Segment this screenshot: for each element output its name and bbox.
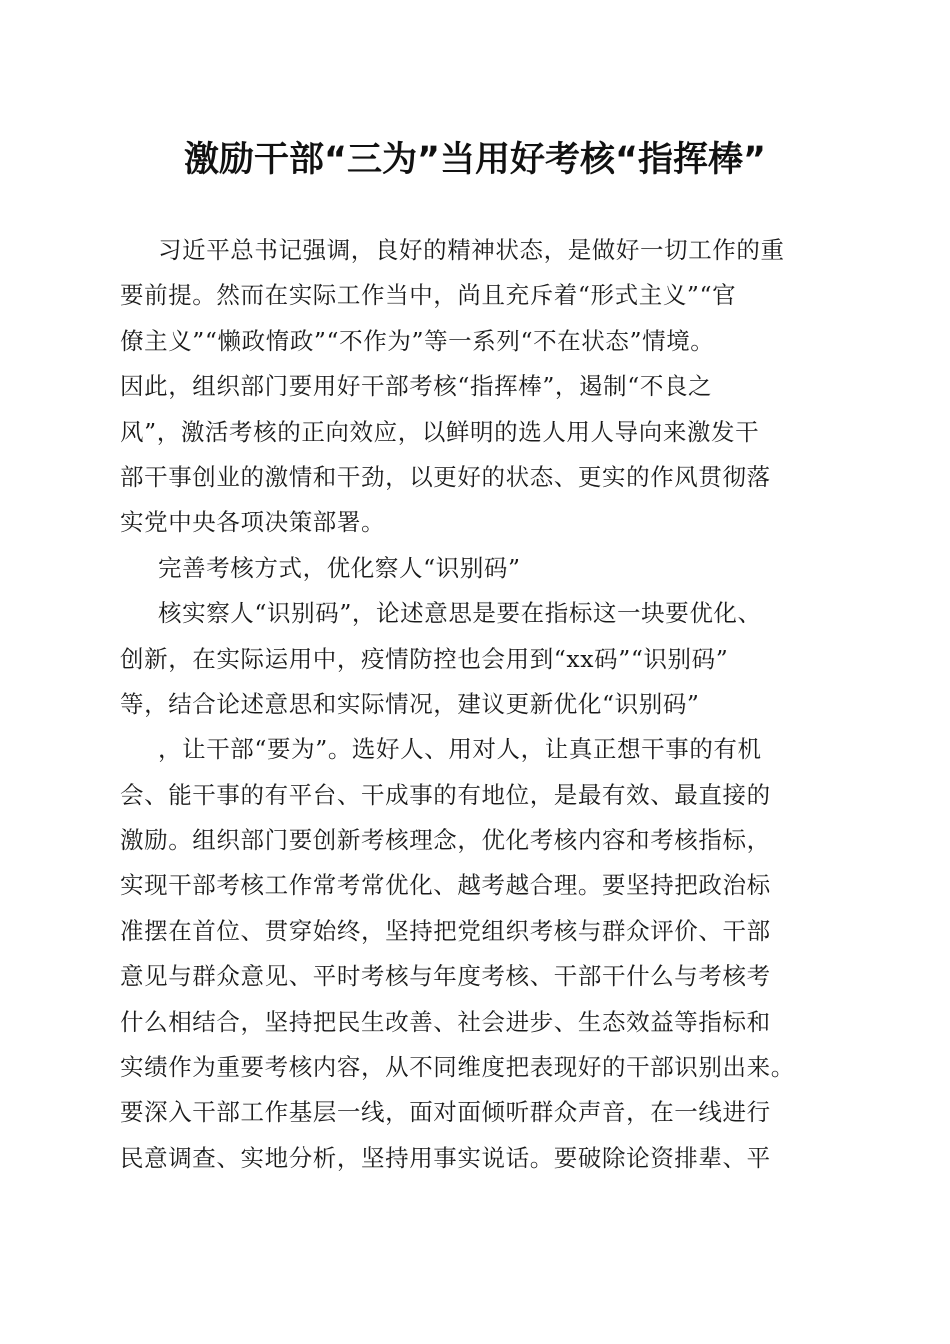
body-text-line: 要前提。然而在实际工作当中，尚且充斥着“形式主义”“官 bbox=[120, 281, 737, 310]
body-text-line: 僚主义”“懒政惰政”“不作为”等一系列“不在状态”情境。 bbox=[120, 326, 715, 355]
document-body bbox=[120, 228, 840, 1181]
body-text-line: 准摆在首位、贯穿始终，坚持把党组织考核与群众评价、干部 bbox=[120, 916, 771, 945]
body-text-line: 等，结合论述意思和实际情况，建议更新优化“识别码” bbox=[120, 689, 700, 718]
body-text-line: ，让干部“要为”。选好人、用对人，让真正想干事的有机 bbox=[158, 735, 762, 764]
body-text-line: 实绩作为重要考核内容，从不同维度把表现好的干部识别出来。 bbox=[120, 1053, 795, 1082]
body-text-line: 实现干部考核工作常考常优化、越考越合理。要坚持把政治标 bbox=[120, 871, 771, 900]
body-text-line: 创新，在实际运用中，疫情防控也会用到“xx码”“识别码” bbox=[120, 644, 729, 673]
body-text-line: 民意调查、实地分析，坚持用事实说话。要破除论资排辈、平 bbox=[120, 1143, 771, 1172]
body-text-line: 核实察人“识别码”，论述意思是要在指标这一块要优化、 bbox=[158, 599, 762, 628]
body-text-line: 部干事创业的激情和干劲，以更好的状态、更实的作风贯彻落 bbox=[120, 462, 771, 491]
body-text-line: 实党中央各项决策部署。 bbox=[120, 508, 386, 537]
body-text-line: 因此，组织部门要用好干部考核“指挥棒”，遏制“不良之 bbox=[120, 372, 713, 401]
body-text-line: 激励。组织部门要创新考核理念，优化考核内容和考核指标， bbox=[120, 826, 771, 855]
body-text-line: 要深入干部工作基层一线，面对面倾听群众声音，在一线进行 bbox=[120, 1098, 771, 1127]
body-text-line: 完善考核方式，优化察人“识别码” bbox=[158, 553, 521, 582]
body-text-line: 风”，激活考核的正向效应，以鲜明的选人用人导向来激发干 bbox=[120, 417, 760, 446]
body-text-line: 意见与群众意见、平时考核与年度考核、干部干什么与考核考 bbox=[120, 962, 771, 991]
document-title: 激励干部“三为”当用好考核“指挥棒” bbox=[183, 140, 766, 180]
body-text-line: 习近平总书记强调，良好的精神状态，是做好一切工作的重 bbox=[158, 236, 785, 264]
body-text-line: 会、能干事的有平台、干成事的有地位，是最有效、最直接的 bbox=[120, 780, 771, 809]
body-text-line: 什么相结合，坚持把民生改善、社会进步、生态效益等指标和 bbox=[120, 1007, 771, 1036]
